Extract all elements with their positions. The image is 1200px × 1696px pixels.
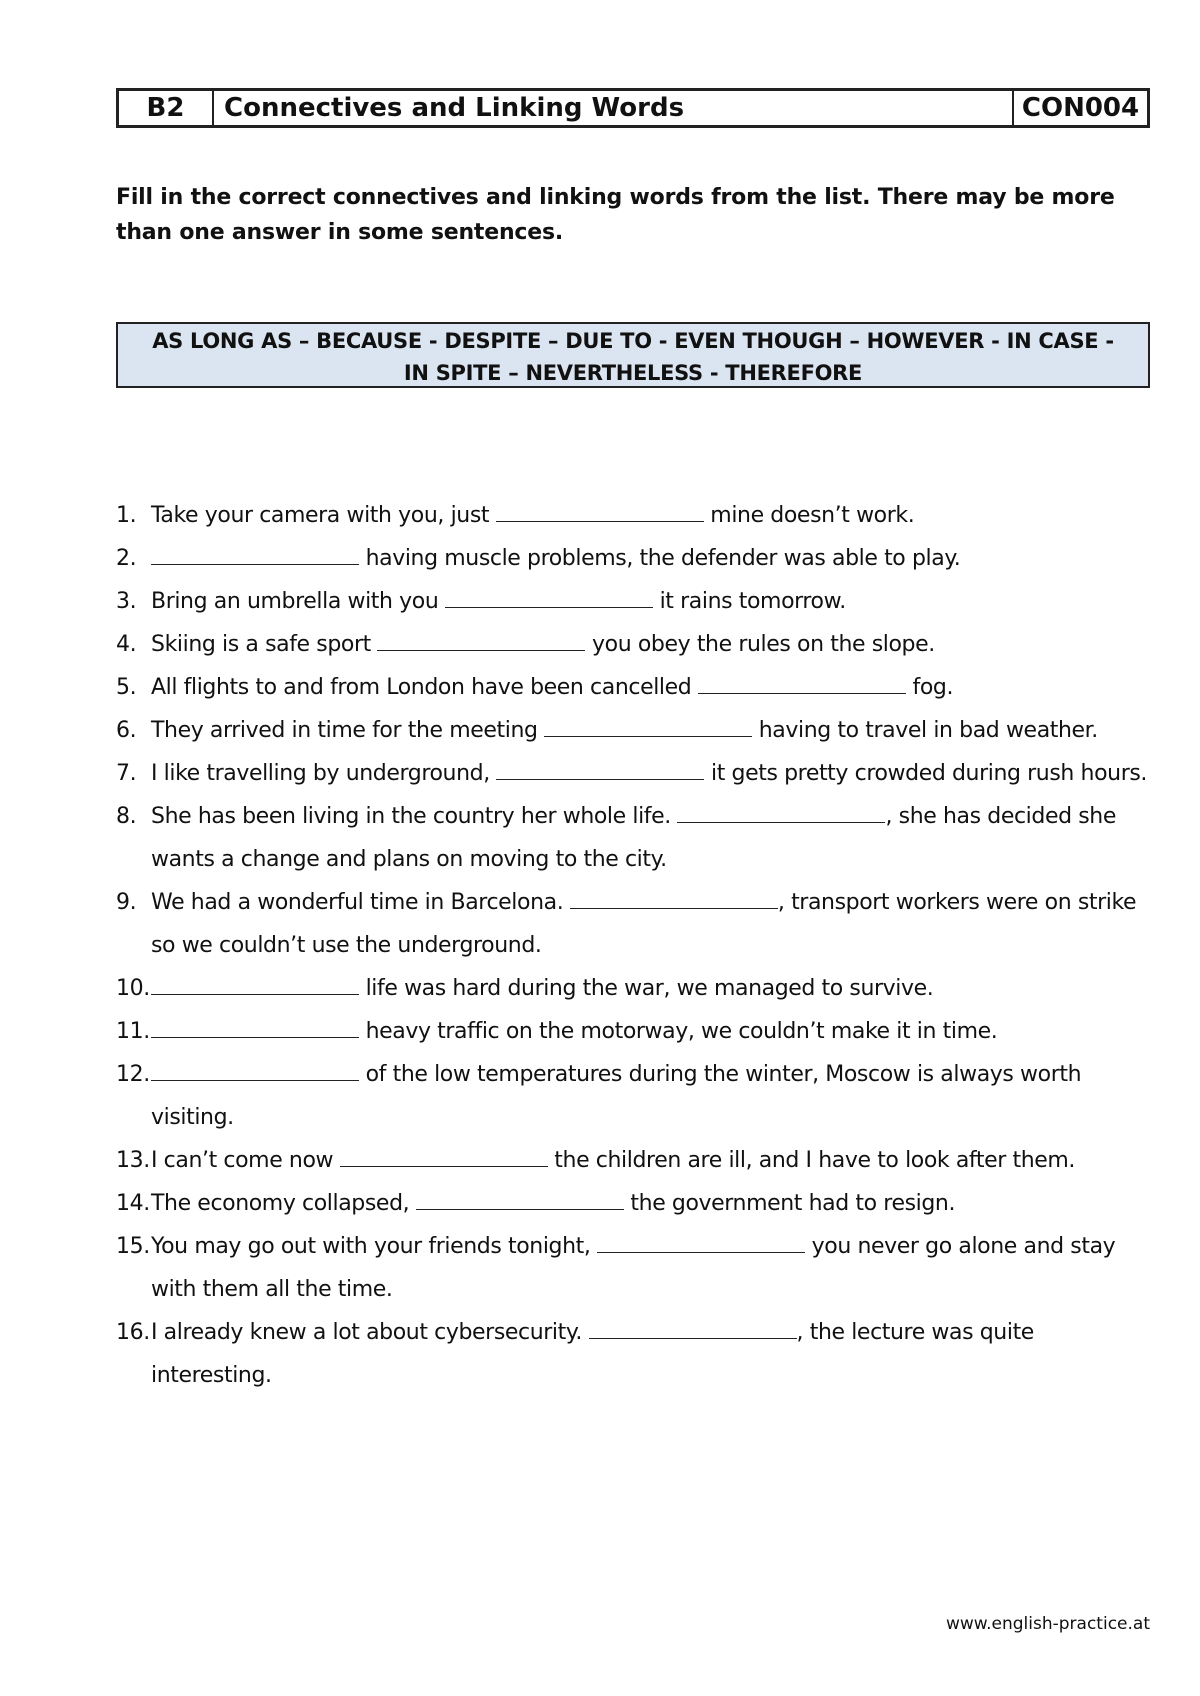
answer-blank[interactable] xyxy=(377,630,585,651)
exercise-number: 2. xyxy=(116,546,137,571)
exercise-number: 12. xyxy=(116,1062,150,1087)
exercise-number: 11. xyxy=(116,1019,150,1044)
answer-blank[interactable] xyxy=(151,544,359,565)
exercise-number: 9. xyxy=(116,890,137,915)
exercise-item xyxy=(116,752,1150,795)
answer-blank[interactable] xyxy=(151,1017,359,1038)
answer-blank[interactable] xyxy=(340,1146,548,1167)
exercise-item xyxy=(116,709,1150,752)
exercise-text-after: you obey the rules on the slope. xyxy=(585,632,935,657)
answer-blank[interactable] xyxy=(151,974,359,995)
exercise-item xyxy=(116,494,1150,537)
exercise-number: 15. xyxy=(116,1234,150,1259)
footer-url: www.english-practice.at xyxy=(945,1614,1150,1634)
exercise-item xyxy=(116,666,1150,709)
exercise-text-after: it gets pretty crowded during rush hours. xyxy=(704,761,1147,786)
exercise-text-before: All flights to and from London have been cancelled xyxy=(151,675,698,700)
exercise-number: 13. xyxy=(116,1148,150,1173)
exercise-number: 6. xyxy=(116,718,137,743)
worksheet-code: CON004 xyxy=(1021,93,1140,123)
exercise-number: 3. xyxy=(116,589,137,614)
exercise-number: 10. xyxy=(116,976,150,1001)
answer-blank[interactable] xyxy=(416,1189,624,1210)
exercise-item xyxy=(116,623,1150,666)
word-list-line-1: AS LONG AS – BECAUSE - DESPITE – DUE TO - EVEN THOUGH – HOWEVER - IN CASE - xyxy=(152,329,1114,353)
exercise-number: 1. xyxy=(116,503,137,528)
exercise-text-after: , she has decided she wants a change and plans on moving to the city. xyxy=(151,804,1116,872)
exercise-item xyxy=(116,1010,1150,1053)
answer-blank[interactable] xyxy=(544,716,752,737)
answer-blank[interactable] xyxy=(677,802,885,823)
worksheet-title: Connectives and Linking Words xyxy=(214,91,1014,125)
exercise-list xyxy=(116,494,1150,1397)
exercise-text-before: We had a wonderful time in Barcelona. xyxy=(151,890,570,915)
answer-blank[interactable] xyxy=(698,673,906,694)
exercise-text-before: Take your camera with you, just xyxy=(151,503,496,528)
exercise-text-after: fog. xyxy=(905,675,954,700)
exercise-item xyxy=(116,795,1150,881)
instructions: Fill in the correct connectives and linking words from the list. There may be more than one answer in some sentences. xyxy=(116,185,1115,245)
exercise-text-after: the children are ill, and I have to look after them. xyxy=(547,1148,1076,1173)
answer-blank[interactable] xyxy=(496,501,704,522)
answer-blank[interactable] xyxy=(445,587,653,608)
exercise-text-before: I can’t come now xyxy=(151,1148,340,1173)
answer-blank[interactable] xyxy=(570,888,778,909)
answer-blank[interactable] xyxy=(597,1232,805,1253)
exercise-text-before: She has been living in the country her whole life. xyxy=(151,804,678,829)
answer-blank[interactable] xyxy=(589,1318,797,1339)
exercise-text-before: I like travelling by underground, xyxy=(151,761,497,786)
exercise-number: 8. xyxy=(116,804,137,829)
answer-blank[interactable] xyxy=(496,759,704,780)
exercise-number: 4. xyxy=(116,632,137,657)
word-list-line-2: IN SPITE – NEVERTHELESS - THEREFORE xyxy=(403,361,863,385)
exercise-text-after: it rains tomorrow. xyxy=(653,589,846,614)
exercise-text-after: mine doesn’t work. xyxy=(703,503,915,528)
exercise-number: 7. xyxy=(116,761,137,786)
exercise-text-after: having muscle problems, the defender was able to play. xyxy=(359,546,961,571)
exercise-item xyxy=(116,1182,1150,1225)
exercise-text-after: , the lecture was quite interesting. xyxy=(151,1320,1034,1388)
exercise-item xyxy=(116,537,1150,580)
exercise-text-after: the government had to resign. xyxy=(623,1191,956,1216)
exercise-text-before: You may go out with your friends tonight, xyxy=(151,1234,598,1259)
exercise-text-after: having to travel in bad weather. xyxy=(752,718,1098,743)
exercise-text-before: Skiing is a safe sport xyxy=(151,632,378,657)
level-cell: B2 xyxy=(119,91,214,125)
exercise-item xyxy=(116,881,1150,967)
exercise-text-before: They arrived in time for the meeting xyxy=(151,718,545,743)
exercise-number: 5. xyxy=(116,675,137,700)
exercise-text-after: of the low temperatures during the winter, Moscow is always worth visiting. xyxy=(151,1062,1082,1130)
exercise-text-after: , transport workers were on strike so we couldn’t use the underground. xyxy=(151,890,1137,958)
exercise-text-after: heavy traffic on the motorway, we couldn’t make it in time. xyxy=(359,1019,998,1044)
exercise-number: 14. xyxy=(116,1191,150,1216)
exercise-text-before: I already knew a lot about cybersecurity. xyxy=(151,1320,589,1345)
answer-blank[interactable] xyxy=(151,1060,359,1081)
exercise-text-before: Bring an umbrella with you xyxy=(151,589,445,614)
exercise-item xyxy=(116,967,1150,1010)
exercise-text-before: The economy collapsed, xyxy=(151,1191,416,1216)
exercise-number: 16. xyxy=(116,1320,150,1345)
exercise-item xyxy=(116,1225,1150,1311)
exercise-text-after: you never go alone and stay with them all the time. xyxy=(151,1234,1116,1302)
exercise-item xyxy=(116,1139,1150,1182)
exercise-item xyxy=(116,1311,1150,1397)
word-list-box xyxy=(116,322,1150,388)
exercise-text-after: life was hard during the war, we managed to survive. xyxy=(359,976,934,1001)
exercise-item xyxy=(116,1053,1150,1139)
worksheet-header xyxy=(116,88,1150,128)
exercise-item xyxy=(116,580,1150,623)
